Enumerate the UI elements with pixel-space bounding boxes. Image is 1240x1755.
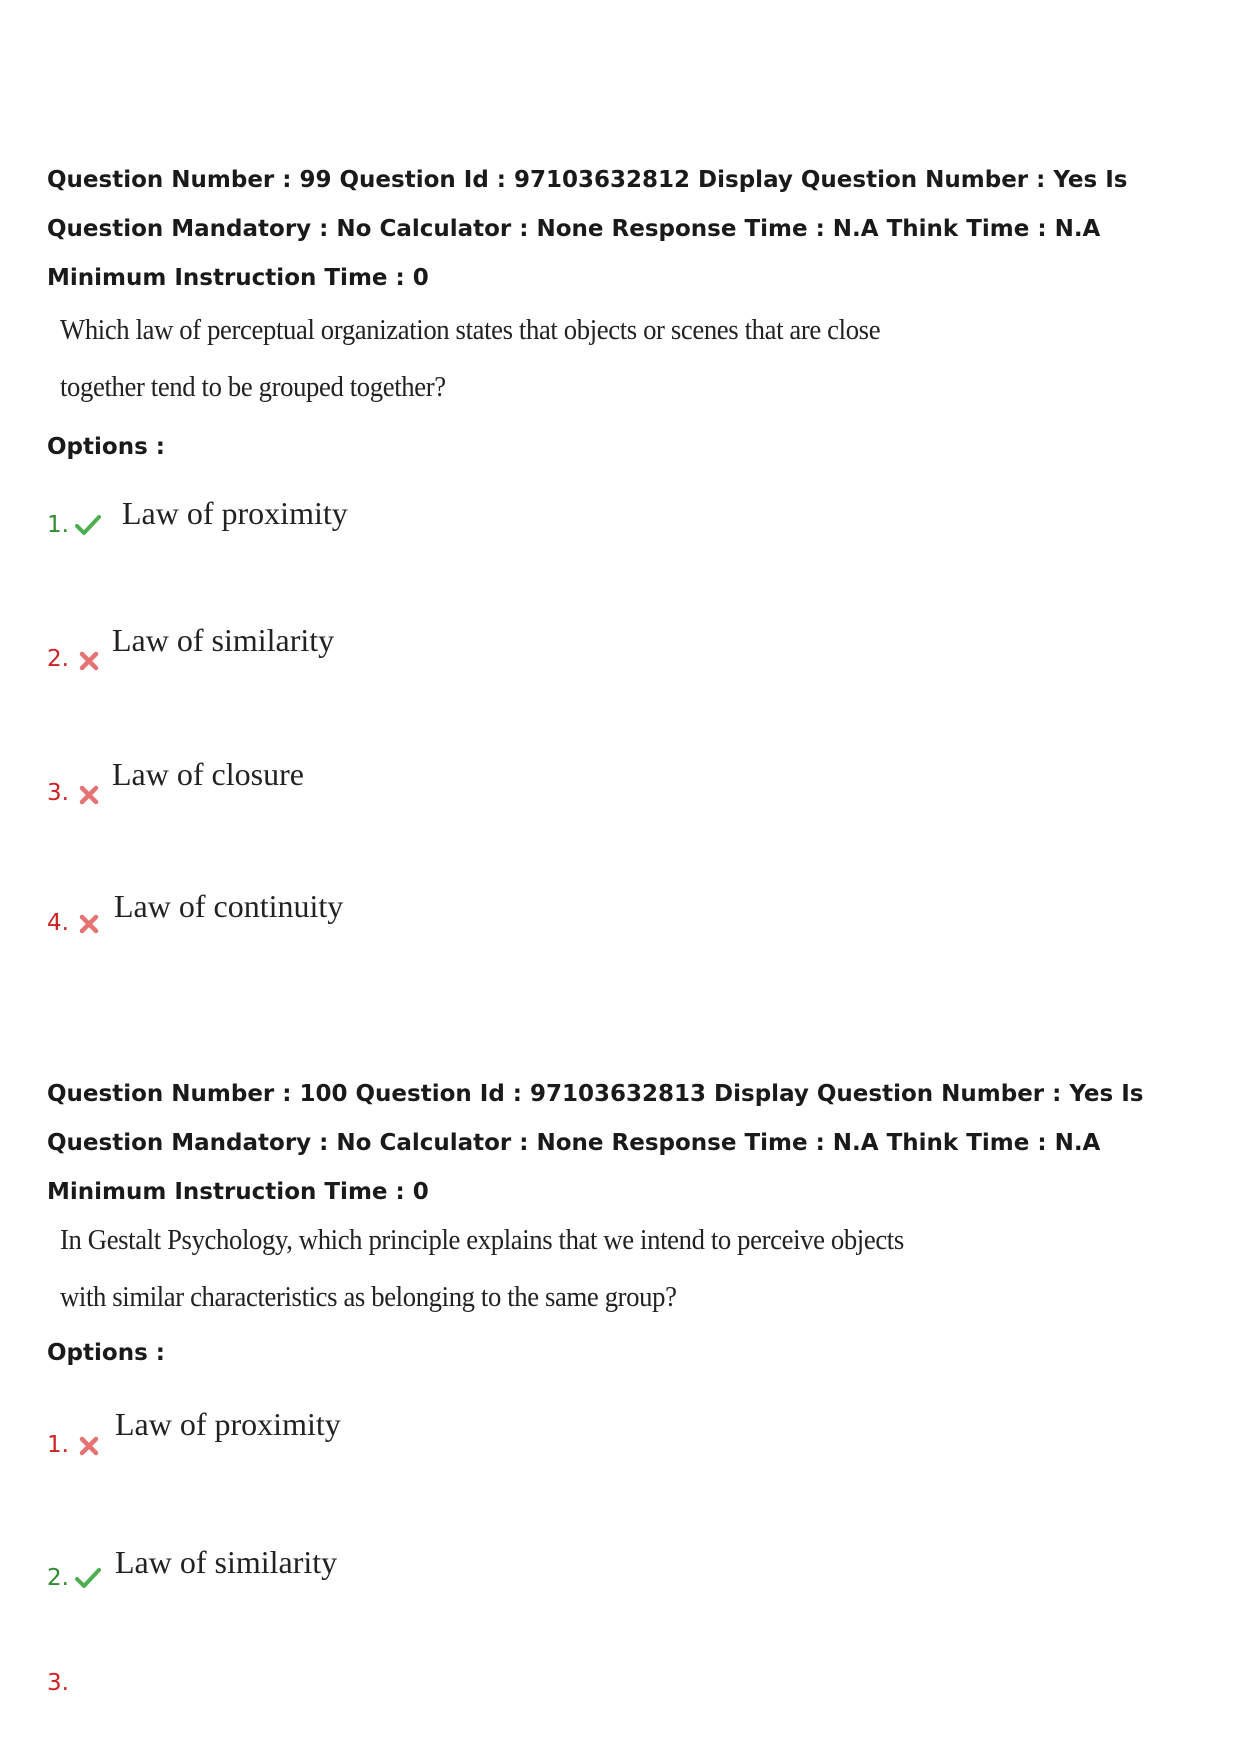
cross-icon [77,650,103,672]
option-label: Law of continuity [114,888,344,924]
option-label: Law of closure [112,756,304,792]
option-number: 2. [47,646,69,672]
check-icon [75,514,101,536]
option-label: Law of proximity [122,495,348,531]
question-header: Question Number : 99 Question Id : 97103632812 Display Question Number : Yes Is Question Mandatory : No Calculator : None Response Time : N.A Think Time : N.A Minimum Instruction Time : 0 [47,167,1128,291]
question-text [60,1212,980,1326]
option-label: Law of similarity [115,1544,338,1580]
option-label: Law of proximity [115,1406,341,1442]
options-label: Options : [47,434,165,460]
question-text [60,302,980,416]
option-number: 4. [47,910,69,936]
option-number: 1. [47,1432,69,1458]
question-text-line: Which law of perceptual organization states that objects or scenes that are close [60,314,881,346]
option-number: 3. [47,780,69,806]
question-text-line: In Gestalt Psychology, which principle explains that we intend to perceive objects [60,1224,904,1256]
option-label: Law of similarity [112,622,335,658]
check-icon [75,1567,101,1589]
question-text-line: together tend to be grouped together? [60,371,446,403]
question-text-line: with similar characteristics as belonging to the same group? [60,1281,677,1313]
option-number: 2. [47,1565,69,1591]
cross-icon [77,784,103,806]
option-number: 1. [47,512,69,538]
option-number: 3. [47,1670,69,1696]
cross-icon [77,1435,103,1457]
cross-icon [77,913,103,935]
options-label: Options : [47,1340,165,1366]
question-header: Question Number : 100 Question Id : 97103632813 Display Question Number : Yes Is Question Mandatory : No Calculator : None Response Time : N.A Think Time : N.A Minimum Instruction Time : 0 [47,1081,1144,1205]
